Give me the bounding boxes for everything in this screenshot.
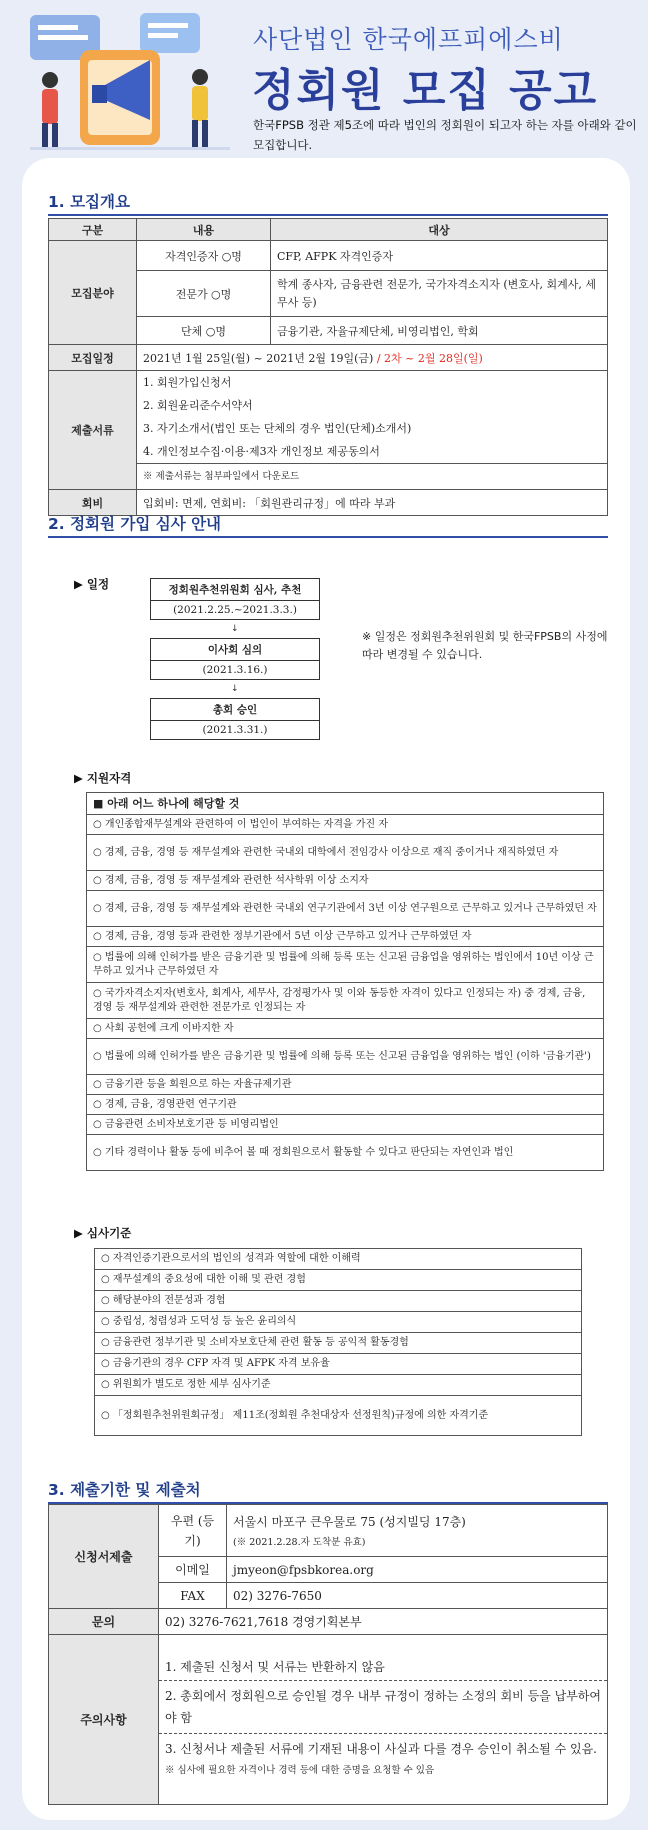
flow-step-date: (2021.3.16.) xyxy=(202,664,268,676)
field-target: 학계 종사자, 금융관련 전문가, 국가자격소지자 (변호사, 회계사, 세무사 등) xyxy=(271,271,608,317)
criteria-item: ○ 위원회가 별도로 정한 세부 심사기준 xyxy=(95,1375,582,1396)
mail-label: 우편 (등기) xyxy=(159,1505,227,1557)
page-description: 한국FPSB 정관 제5조에 따라 법인의 정회원이 되고자 하는 자를 아래와 같이 모집합니다. xyxy=(253,118,637,152)
mail-address: 서울시 마포구 큰우물로 75 (성지빌딩 17층) xyxy=(233,1515,466,1529)
notice-item: 2. 총회에서 정회원으로 승인될 경우 내부 규정이 정하는 소정의 회비 등을 납부하여야 함 xyxy=(159,1681,607,1734)
submission-table xyxy=(48,1504,608,1805)
field-target: 금융기관, 자율규제단체, 비영리법인, 학회 xyxy=(271,317,608,345)
notice-extra: ※ 심사에 필요한 자격이나 경력 등에 대한 증명을 요청할 수 있음 xyxy=(165,1764,435,1776)
qualification-item: ○ 경제, 금융, 경영 등과 관련한 정부기관에서 5년 이상 근무하고 있거나 근무하였던 자 xyxy=(87,927,604,947)
qualification-head: ■ 아래 어느 하나에 해당할 것 xyxy=(87,793,604,815)
notice-item: 1. 제출된 신청서 및 서류는 반환하지 않음 xyxy=(159,1654,607,1681)
qualification-subtitle: ▶ 지원자격 xyxy=(74,771,132,785)
mail-note: (※ 2021.2.28.자 도착분 유효) xyxy=(233,1537,366,1548)
qualification-item: ○ 법률에 의해 인허가를 받은 금융기관 및 법률에 의해 등록 또는 신고된 금융업을 영위하는 법인 (이하 '금융기관') xyxy=(87,1039,604,1075)
section2-divider xyxy=(48,536,608,538)
qualification-item: ○ 금융기관 등을 회원으로 하는 자율규제기관 xyxy=(87,1075,604,1095)
criteria-item: ○ 재무설계의 중요성에 대한 이해 및 관련 경험 xyxy=(95,1270,582,1291)
criteria-item: ○ 「정회원추천위원회규정」 제11조(정회원 추천대상자 선정원칙)규정에 의한 자격기준 xyxy=(95,1396,582,1436)
doc-item: 1. 회원가입신청서 xyxy=(143,376,232,389)
schedule-value: 2021년 1월 25일(월) ~ 2021년 2월 19일(금) xyxy=(143,351,374,365)
section1-title: 1. 모집개요 xyxy=(48,193,130,211)
schedule-cell xyxy=(137,345,608,371)
qualification-item: ○ 국가자격소지자(변호사, 회계사, 세무사, 감정평가사 및 이와 동등한 자격이 있다고 인정되는 자) 중 경제, 금융, 경영 등 재무설계와 관련한 전문가로 인정되는 자 xyxy=(87,983,604,1019)
flow-step-title: 정회원추천위원회 심사, 추천 xyxy=(151,579,319,601)
flow-step-date: (2021.2.25.~2021.3.3.) xyxy=(173,604,297,616)
field-label: 모집분야 xyxy=(49,241,137,345)
qualification-item: ○ 경제, 금융, 경영 등 재무설계와 관련한 국내외 대학에서 전임강사 이상으로 재직 중이거나 재직하였던 자 xyxy=(87,835,604,871)
qualification-table xyxy=(86,792,604,1171)
qualification-item: ○ 경제, 금융, 경영 등 재무설계와 관련한 석사학위 이상 소지자 xyxy=(87,871,604,891)
header-target: 대상 xyxy=(271,219,608,241)
flow-step-date: (2021.3.31.) xyxy=(202,724,268,736)
schedule-label: 모집일정 xyxy=(49,345,137,371)
docs-label: 제출서류 xyxy=(49,371,137,490)
section1-divider xyxy=(48,214,608,216)
notice-item: 3. 신청서나 제출된 서류에 기재된 내용이 사실과 다를 경우 승인이 취소될 수 있음. xyxy=(165,1741,597,1756)
qualification-item: ○ 법률에 의해 인허가를 받은 금융기관 및 법률에 의해 등록 또는 신고된 금융업을 영위하는 법인에서 10년 이상 근무하고 있거나 근무하였던 자 xyxy=(87,947,604,983)
field-target: CFP, AFPK 자격인증자 xyxy=(271,241,608,271)
header-content: 내용 xyxy=(137,219,271,241)
docs-cell xyxy=(137,371,608,490)
qualification-item: ○ 사회 공헌에 크게 이바지한 자 xyxy=(87,1019,604,1039)
criteria-item: ○ 금융관련 정부기관 및 소비자보호단체 관련 활동 등 공익적 활동경험 xyxy=(95,1333,582,1354)
inquiry-value: 02) 3276-7621,7618 경영기획본부 xyxy=(159,1609,608,1635)
flow-step-committee xyxy=(150,578,320,620)
doc-item: 3. 자기소개서(법인 또는 단체의 경우 법인(단체)소개서) xyxy=(143,422,412,435)
flow-note: ※ 일정은 정회원추천위원회 및 한국FPSB의 사정에 따라 변경될 수 있습니다. xyxy=(362,630,608,661)
megaphone-illustration-icon xyxy=(10,5,240,155)
field-content: 전문가 ○명 xyxy=(137,271,271,317)
fee-label: 회비 xyxy=(49,490,137,516)
email-value[interactable]: jmyeon@fpsbkorea.org xyxy=(227,1557,608,1583)
qualification-item: ○ 경제, 금융, 경영 등 재무설계와 관련한 국내외 연구기관에서 3년 이상 연구원으로 근무하고 있거나 근무하였던 자 xyxy=(87,891,604,927)
criteria-item: ○ 자격인증기관으로서의 법인의 성격과 역할에 대한 이해력 xyxy=(95,1249,582,1270)
fee-value: 입회비: 면제, 연회비: 「회원관리규정」에 따라 부과 xyxy=(137,490,608,516)
field-content: 자격인증자 ○명 xyxy=(137,241,271,271)
flow-arrow-icon: ↓ xyxy=(231,624,239,634)
organization-name: 사단법인 한국에프피에스비 xyxy=(253,25,564,54)
page-header xyxy=(0,0,648,160)
header-category: 구분 xyxy=(49,219,137,241)
doc-item: 2. 회원윤리준수서약서 xyxy=(143,399,253,412)
recruitment-table xyxy=(48,218,608,516)
fax-value: 02) 3276-7650 xyxy=(227,1583,608,1609)
doc-item: 4. 개인정보수집·이용·제3자 개인정보 제공동의서 xyxy=(143,445,380,458)
apply-label: 신청서제출 xyxy=(49,1505,159,1609)
email-label: 이메일 xyxy=(159,1557,227,1583)
notice-label: 주의사항 xyxy=(49,1635,159,1805)
qualification-item: ○ 경제, 금융, 경영관련 연구기관 xyxy=(87,1095,604,1115)
fax-label: FAX xyxy=(159,1583,227,1609)
page-title: 정회원 모집 공고 xyxy=(252,65,599,116)
flow-step-general-meeting xyxy=(150,698,320,740)
review-criteria-subtitle: ▶ 심사기준 xyxy=(74,1226,132,1240)
qualification-item: ○ 금융관련 소비자보호기관 등 비영리법인 xyxy=(87,1115,604,1135)
review-criteria-table xyxy=(94,1248,582,1436)
inquiry-label: 문의 xyxy=(49,1609,159,1635)
section2-title: 2. 정회원 가입 심사 안내 xyxy=(48,515,222,533)
criteria-item: ○ 금융기관의 경우 CFP 자격 및 AFPK 자격 보유율 xyxy=(95,1354,582,1375)
docs-note: ※ 제출서류는 첨부파일에서 다운로드 xyxy=(137,463,607,489)
field-content: 단체 ○명 xyxy=(137,317,271,345)
notice-cell xyxy=(159,1635,608,1805)
flow-step-title: 이사회 심의 xyxy=(151,639,319,661)
schedule-subtitle: ▶ 일정 xyxy=(74,577,110,591)
flow-step-title: 총회 승인 xyxy=(151,699,319,721)
flow-step-board xyxy=(150,638,320,680)
qualification-item: ○ 기타 경력이나 활동 등에 비추어 볼 때 정회원으로서 활동할 수 있다고 판단되는 자연인과 법인 xyxy=(87,1135,604,1171)
content-card xyxy=(22,158,630,1820)
section3-title: 3. 제출기한 및 제출처 xyxy=(48,1481,201,1499)
criteria-item: ○ 중립성, 청렴성과 도덕성 등 높은 윤리의식 xyxy=(95,1312,582,1333)
schedule-extension: / 2차 ~ 2월 28일(일) xyxy=(376,351,483,365)
flow-arrow-icon: ↓ xyxy=(231,684,239,694)
criteria-item: ○ 해당분야의 전문성과 경험 xyxy=(95,1291,582,1312)
qualification-item: ○ 개인종합재무설계와 관련하여 이 법인이 부여하는 자격을 가진 자 xyxy=(87,815,604,835)
mail-cell xyxy=(227,1505,608,1557)
